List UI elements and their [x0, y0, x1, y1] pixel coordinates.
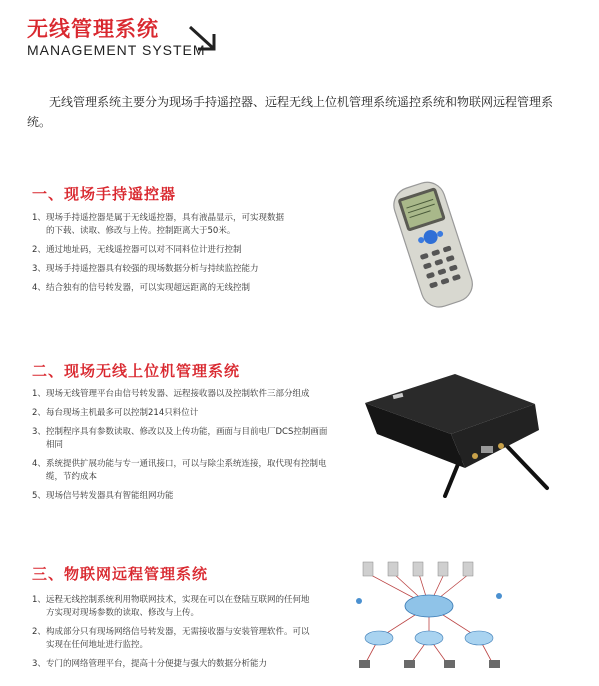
section-3-list: [32, 594, 317, 677]
list-item: 4、 系统提供扩展功能与专一通讯接口，可以与除尘系统连接，取代现有控制电缆，节约成本: [32, 459, 327, 482]
intro-paragraph: 无线管理系统主要分为现场手持遥控器、远程无线上位机管理系统遥控系统和物联网远程管理系统。: [27, 95, 554, 129]
list-item: 2、 每台现场主机最多可以控制214只料位计: [32, 408, 199, 418]
receiver-box-image: [355, 368, 555, 498]
list-item: 5、 现场信号转发器具有智能组网功能: [32, 491, 174, 501]
list-item: 2、 构成部分只有现场网络信号转发器，无需接收器与安装管理软件。可以实现在任何地址进行监控。: [32, 627, 310, 650]
section-1-title: 一、现场手持遥控器: [32, 185, 177, 203]
header-title: 无线管理系统: [27, 17, 159, 41]
section-2-list: [32, 388, 332, 509]
list-item: 3、 现场手持遥控器具有较强的现场数据分析与持续监控能力: [32, 264, 259, 274]
list-item: 2、 通过地址码，无线遥控器可以对不同料位计进行控制: [32, 245, 242, 255]
section-1-list: [32, 212, 290, 301]
section-2-title: 二、现场无线上位机管理系统: [32, 362, 241, 380]
list-item: 3、 专门的网络管理平台，提高十分便捷与强大的数据分析能力: [32, 659, 268, 669]
network-diagram-image: [349, 556, 514, 680]
list-item: 4、 结合独有的信号转发器，可以实现超远距离的无线控制: [32, 283, 251, 293]
arrow-down-right-icon: [187, 24, 221, 54]
list-item: 1、 远程无线控制系统利用物联网技术，实现在可以在登陆互联网的任何地方实现对现场参数的读取、修改与上传。: [32, 595, 310, 618]
handheld-remote-image: [385, 176, 485, 311]
list-item: 3、 控制程序具有参数读取、修改以及上传功能，画面与目前电厂DCS控制画面相同: [32, 427, 328, 450]
list-item: 1、 现场手持遥控器是属于无线遥控器，具有液晶显示，可实现数据的下载、读取、修改与上传。控制距离大于50米。: [32, 213, 285, 236]
list-item: 1、 现场无线管理平台由信号转发器、远程接收器以及控制软件三部分组成: [32, 389, 310, 399]
header-subtitle: MANAGEMENT SYSTEM: [27, 42, 206, 58]
section-3-title: 三、物联网远程管理系统: [32, 565, 209, 583]
